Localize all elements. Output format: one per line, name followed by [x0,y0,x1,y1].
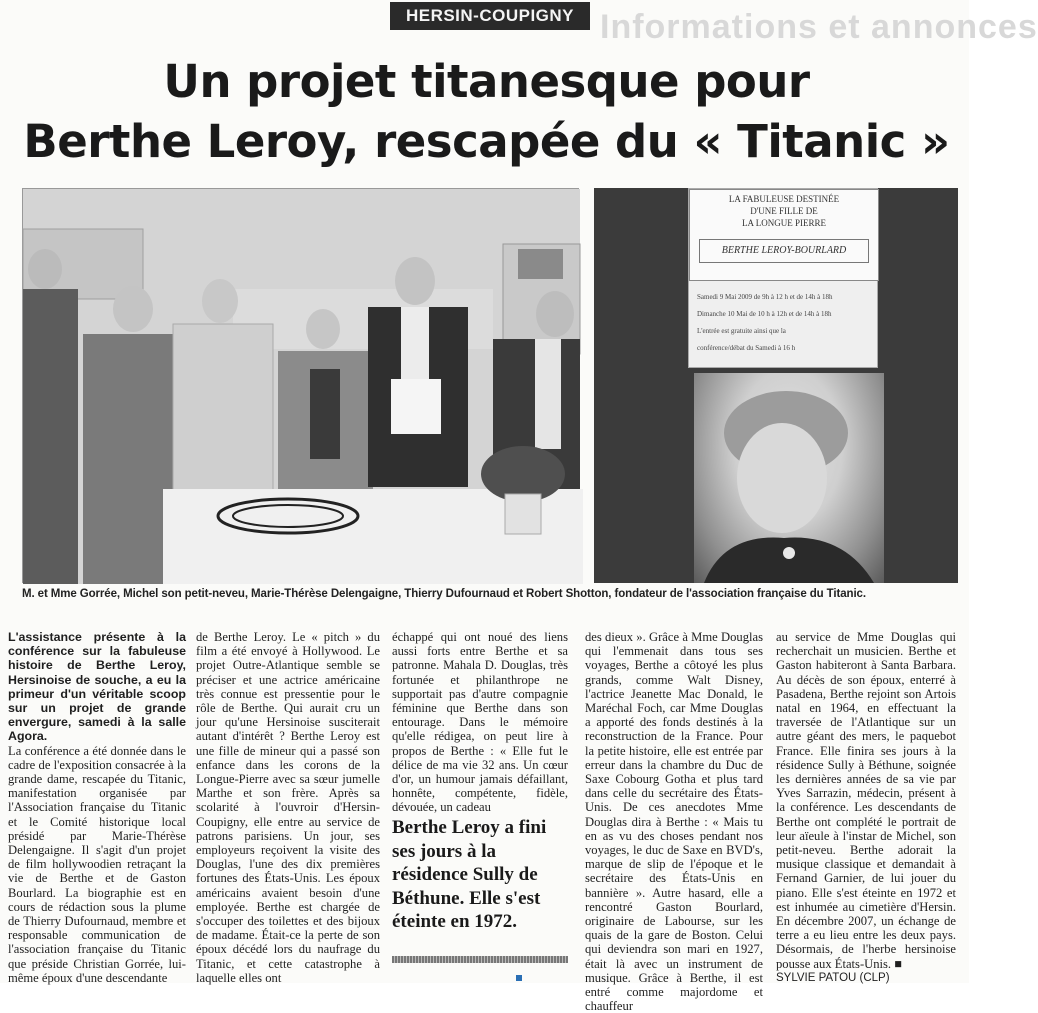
column-5-text: au service de Mme Douglas qui recherchait un musicien. Berthe et Gaston habiteront à Santa Barbara. Au décès de son époux, enterré à Pasadena, Berthe rejoint son Artois natal en 1964, en effectuant la traversée de l'Atlantique sur un autre géant des mers, le paquebot France. Elle finira ses jours à la résidence Sully à Béthune, soignée les dernières années de sa vie par Yves Sarrazin, médecin, présent à la conférence. Les descendants de Berthe ont complété le portrait de leur aïeule à l'instar de Michel, son petit-neveu. Berthe adorait la musique classique et demandait à Fernand Garnier, de lui jouer du piano. Elle s'est éteinte en 1972 et est inhumée au cimetière d'Hersin. En décembre 2007, un échange de terre a eu lieu entre les deux pays. Désormais, de l'herbe hersinoise pousse aux États-Unis. ■ [776,630,956,971]
author-signature: SYLVIE PATOU (CLP) [776,971,890,984]
poster-line-3: L'entrée est gratuite ainsi que la [697,327,786,335]
headline-line-2: Berthe Leroy, rescapée du « Titanic » [23,115,950,168]
portrait-drawing [694,373,884,583]
poster-schedule [697,289,872,357]
poster-header [689,189,879,281]
exhibition-poster [688,188,878,368]
poster-line-4: conférence/débat du Samedi à 16 h [697,344,796,352]
ghost-headline: Informations et annonces [600,8,1038,46]
poster-title-line-2: D'UNE FILLE DE [750,206,818,216]
berthe-portrait [694,373,884,583]
section-label: HERSIN-COUPIGNY [390,2,590,30]
pull-quote-rule [392,956,568,963]
poster-photo [594,188,958,583]
photo-caption: M. et Mme Gorrée, Michel son petit-neveu, Marie-Thérèse Delengaigne, Thierry Dufournaud et Robert Shotton, fondateur de l'association française du Titanic. [22,588,866,600]
column-2 [196,630,380,985]
column-2-text: de Berthe Leroy. Le « pitch » du film a été envoyé à Hollywood. Le projet Outre-Atlantique semble se préciser et une actrice américaine très connue est pressentie pour le rôle de Berthe. Qui aurait cru un jour qu'une Hersinoise susciterait autant d'intérêt ? Berthe Leroy est une fille de mineur qui a passé son enfance dans les corons de la Longue-Pierre avec sa sœur jumelle Marthe et son frère. Après sa scolarité à l'ouvroir d'Hersin-Coupigny, elle entre au service de patrons parisiens. Un jour, ses employeurs reçoivent la visite des Douglas, l'une des dix premières fortunes des États-Unis. Les époux américains avaient besoin d'une employée. Berthe est chargée de s'occuper des toilettes et des bijoux de madame. Était-ce la perte de son époux décédé lors du naufrage du Titanic, et cette catastrophe à laquelle elles ont [196,630,380,985]
column-4 [585,630,763,1013]
column-4-text: des dieux ». Grâce à Mme Douglas qui l'emmenait dans tous ses voyages, Berthe a côtoyé les plus grands, comme Walt Disney, l'actrice Jeanette Mac Donald, le Maréchal Foch, car Mme Douglas a apporté des fonds destinés à la reconstruction de la France. Pour la petite histoire, elle est entrée par erreur dans la chambre du Duc de Saxe Cobourg Gotha et plus tard dans celle du secrétaire des États-Unis. De ces anecdotes Mme Douglas dira à Berthe : « Mais tu en as vu des choses pendant nos voyages, le duc de Saxe en BVD's, marque de slip de l'époque et le secrétaire des États-Unis en bannière ». Autre hasard, elle a rencontré Gaston Bourlard, originaire de Labourse, sur les quais de la gare de Boston. Celui qui deviendra son mari en 1927, était là avec un instrument de musique. Grâce à Berthe, il est entré comme majordome et chauffeur [585,630,763,1013]
column-1 [8,630,186,985]
group-photo-drawing [23,189,580,584]
poster-title-line-1: LA FABULEUSE DESTINÉE [728,194,840,204]
column-3 [392,630,568,815]
poster-title-line-3: LA LONGUE PIERRE [742,218,826,228]
poster-line-2: Dimanche 10 Mai de 10 h à 12h et de 14h à 18h [697,310,832,318]
headline-line-1: Un projet titanesque pour [163,55,810,108]
lead-paragraph: L'assistance présente à la conférence sur la fabuleuse histoire de Berthe Leroy, Hersinoise de souche, a eu la primeur d'un véritable scoop sur un projet de grande envergure, samedi à la salle Agora. [8,630,186,744]
headline [14,52,959,172]
poster-line-1: Samedi 9 Mai 2009 de 9h à 12 h et de 14h à 18h [697,293,833,301]
pull-quote: Berthe Leroy a fini ses jours à la résidence Sully de Béthune. Elle s'est éteinte en 1972. [392,817,547,932]
column-3-text: échappé qui ont noué des liens aussi forts entre Berthe et sa patronne. Mahala D. Douglas, très fortunée et philanthrope ne supportait pas d'autre compagnie féminine que Berthe dans son entourage. Dans le mémoire qu'elle rédigea, on peut lire à propos de Berthe : « Elle fut le délice de ma vie 32 ans. Un cœur d'or, un humour jamais défaillant, honnête, compétente, fidèle, dévouée, un cadeau [392,630,568,815]
column-1-text: La conférence a été donnée dans le cadre de l'exposition consacrée à la grande dame, rescapée du Titanic, manifestation organisée par l'Association française du Titanic et le Comité historique local présidé par Marie-Thérèse Delengaigne. Il s'agit d'un projet de film hollywoodien retraçant la vie de Berthe et de Gaston Bourlard. La biographie est en cours de rédaction sous la plume de Thierry Dufournaud, membre et responsable communication de l'association française du Titanic que préside Christian Gorrée, lui-même époux d'une descendante [8,743,186,985]
group-photo [22,188,579,583]
poster-name: BERTHE LEROY-BOURLARD [699,239,869,263]
page-marker [516,975,522,981]
column-5 [776,630,956,985]
